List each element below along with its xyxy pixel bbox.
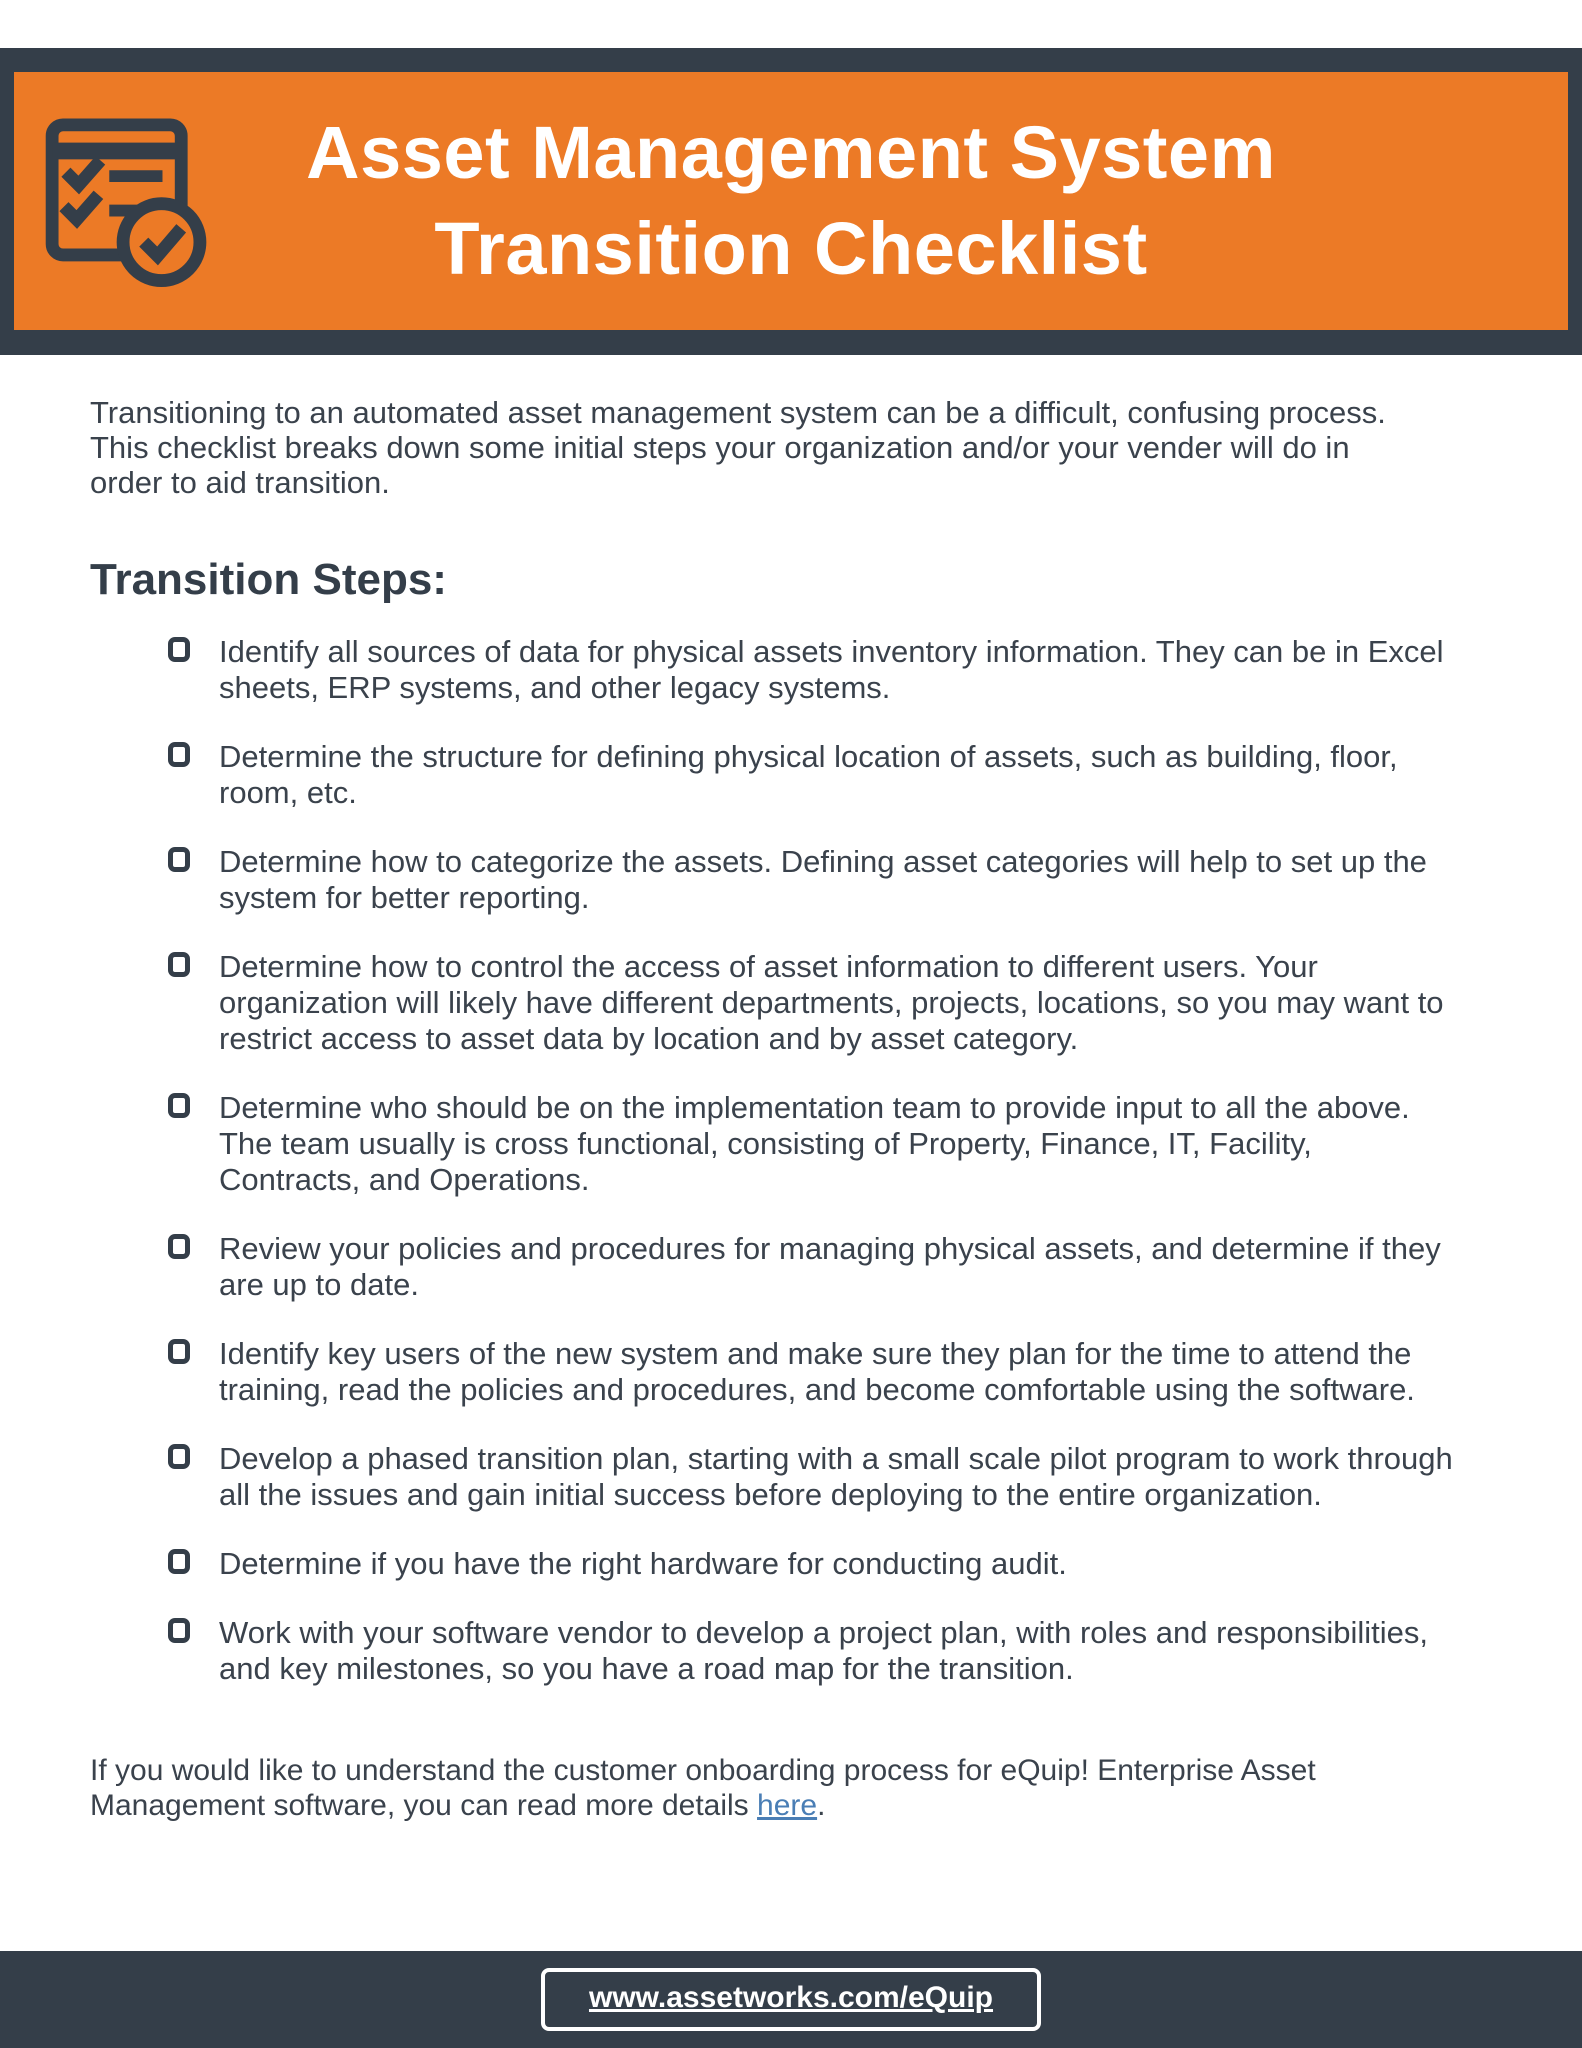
checklist-item-text: Determine how to categorize the assets. Defining asset categories will help to set up the system for better reporting. <box>219 844 1427 915</box>
checklist-item-text: Identify key users of the new system and make sure they plan for the time to attend the training, read the policies and procedures, and become comfortable using the software. <box>219 1336 1415 1407</box>
intro-paragraph: Transitioning to an automated asset management system can be a difficult, confusing process. This checklist breaks down some initial steps your organization and/or your vender will do in order to aid transition. <box>90 395 1386 500</box>
checklist-item <box>168 739 1492 811</box>
checklist-item-text: Identify all sources of data for physical assets inventory information. They can be in Excel sheets, ERP systems, and other legacy systems. <box>219 634 1444 705</box>
checklist-item-text: Review your policies and procedures for managing physical assets, and determine if they are up to date. <box>219 1231 1441 1302</box>
checkbox[interactable] <box>168 952 190 977</box>
checklist-item-text: Determine the structure for defining physical location of assets, such as building, floor, room, etc. <box>219 739 1398 810</box>
checkbox[interactable] <box>168 1234 190 1259</box>
checklist-icon <box>44 116 212 318</box>
section-heading: Transition Steps: <box>90 555 447 604</box>
checklist-item <box>168 1090 1492 1198</box>
checkbox[interactable] <box>168 1549 190 1574</box>
website-link[interactable]: www.assetworks.com/eQuip <box>541 1968 1041 2031</box>
checklist-item <box>168 1615 1492 1687</box>
checklist-item-text: Determine who should be on the implementation team to provide input to all the above. The team usually is cross functional, consisting of Property, Finance, IT, Facility, Contracts, and Operations. <box>219 1090 1410 1197</box>
checklist-item-text: Determine how to control the access of asset information to different users. Your organization will likely have different departments, projects, locations, so you may want to restrict access to asset data by location and by asset category. <box>219 949 1444 1056</box>
document-body <box>0 395 1582 1823</box>
checkbox[interactable] <box>168 637 190 662</box>
header-orange-panel <box>14 72 1568 330</box>
checklist-item <box>168 1441 1492 1513</box>
footer-note-period: . <box>817 1789 826 1822</box>
checklist-item-text: Work with your software vendor to develop a project plan, with roles and responsibilities, and key milestones, so you have a road map for the transition. <box>219 1615 1429 1686</box>
checklist-item-text: Determine if you have the right hardware for conducting audit. <box>219 1546 1067 1581</box>
checkbox[interactable] <box>168 1093 190 1118</box>
header-band <box>0 48 1582 355</box>
footer-note <box>90 1753 1460 1823</box>
top-white-margin <box>0 0 1582 48</box>
page-title-line1: Asset Management System <box>306 111 1276 194</box>
page-title-line2: Transition Checklist <box>434 207 1148 290</box>
checkbox[interactable] <box>168 1339 190 1364</box>
checklist-item <box>168 1546 1492 1582</box>
checkbox[interactable] <box>168 1444 190 1469</box>
footer-note-text: If you would like to understand the customer onboarding process for eQuip! Enterprise Asset Management software, you can read more details <box>90 1754 1316 1822</box>
checklist-item <box>168 1231 1492 1303</box>
bottom-bar <box>0 1951 1582 2048</box>
checklist <box>168 634 1492 1687</box>
checkbox[interactable] <box>168 742 190 767</box>
checklist-item <box>168 949 1492 1057</box>
checkbox[interactable] <box>168 1618 190 1643</box>
checkbox[interactable] <box>168 847 190 872</box>
checklist-item <box>168 844 1492 916</box>
checklist-item <box>168 634 1492 706</box>
checklist-item <box>168 1336 1492 1408</box>
here-link[interactable]: here <box>757 1789 818 1822</box>
checklist-item-text: Develop a phased transition plan, starting with a small scale pilot program to work through all the issues and gain initial success before deploying to the entire organization. <box>219 1441 1453 1512</box>
